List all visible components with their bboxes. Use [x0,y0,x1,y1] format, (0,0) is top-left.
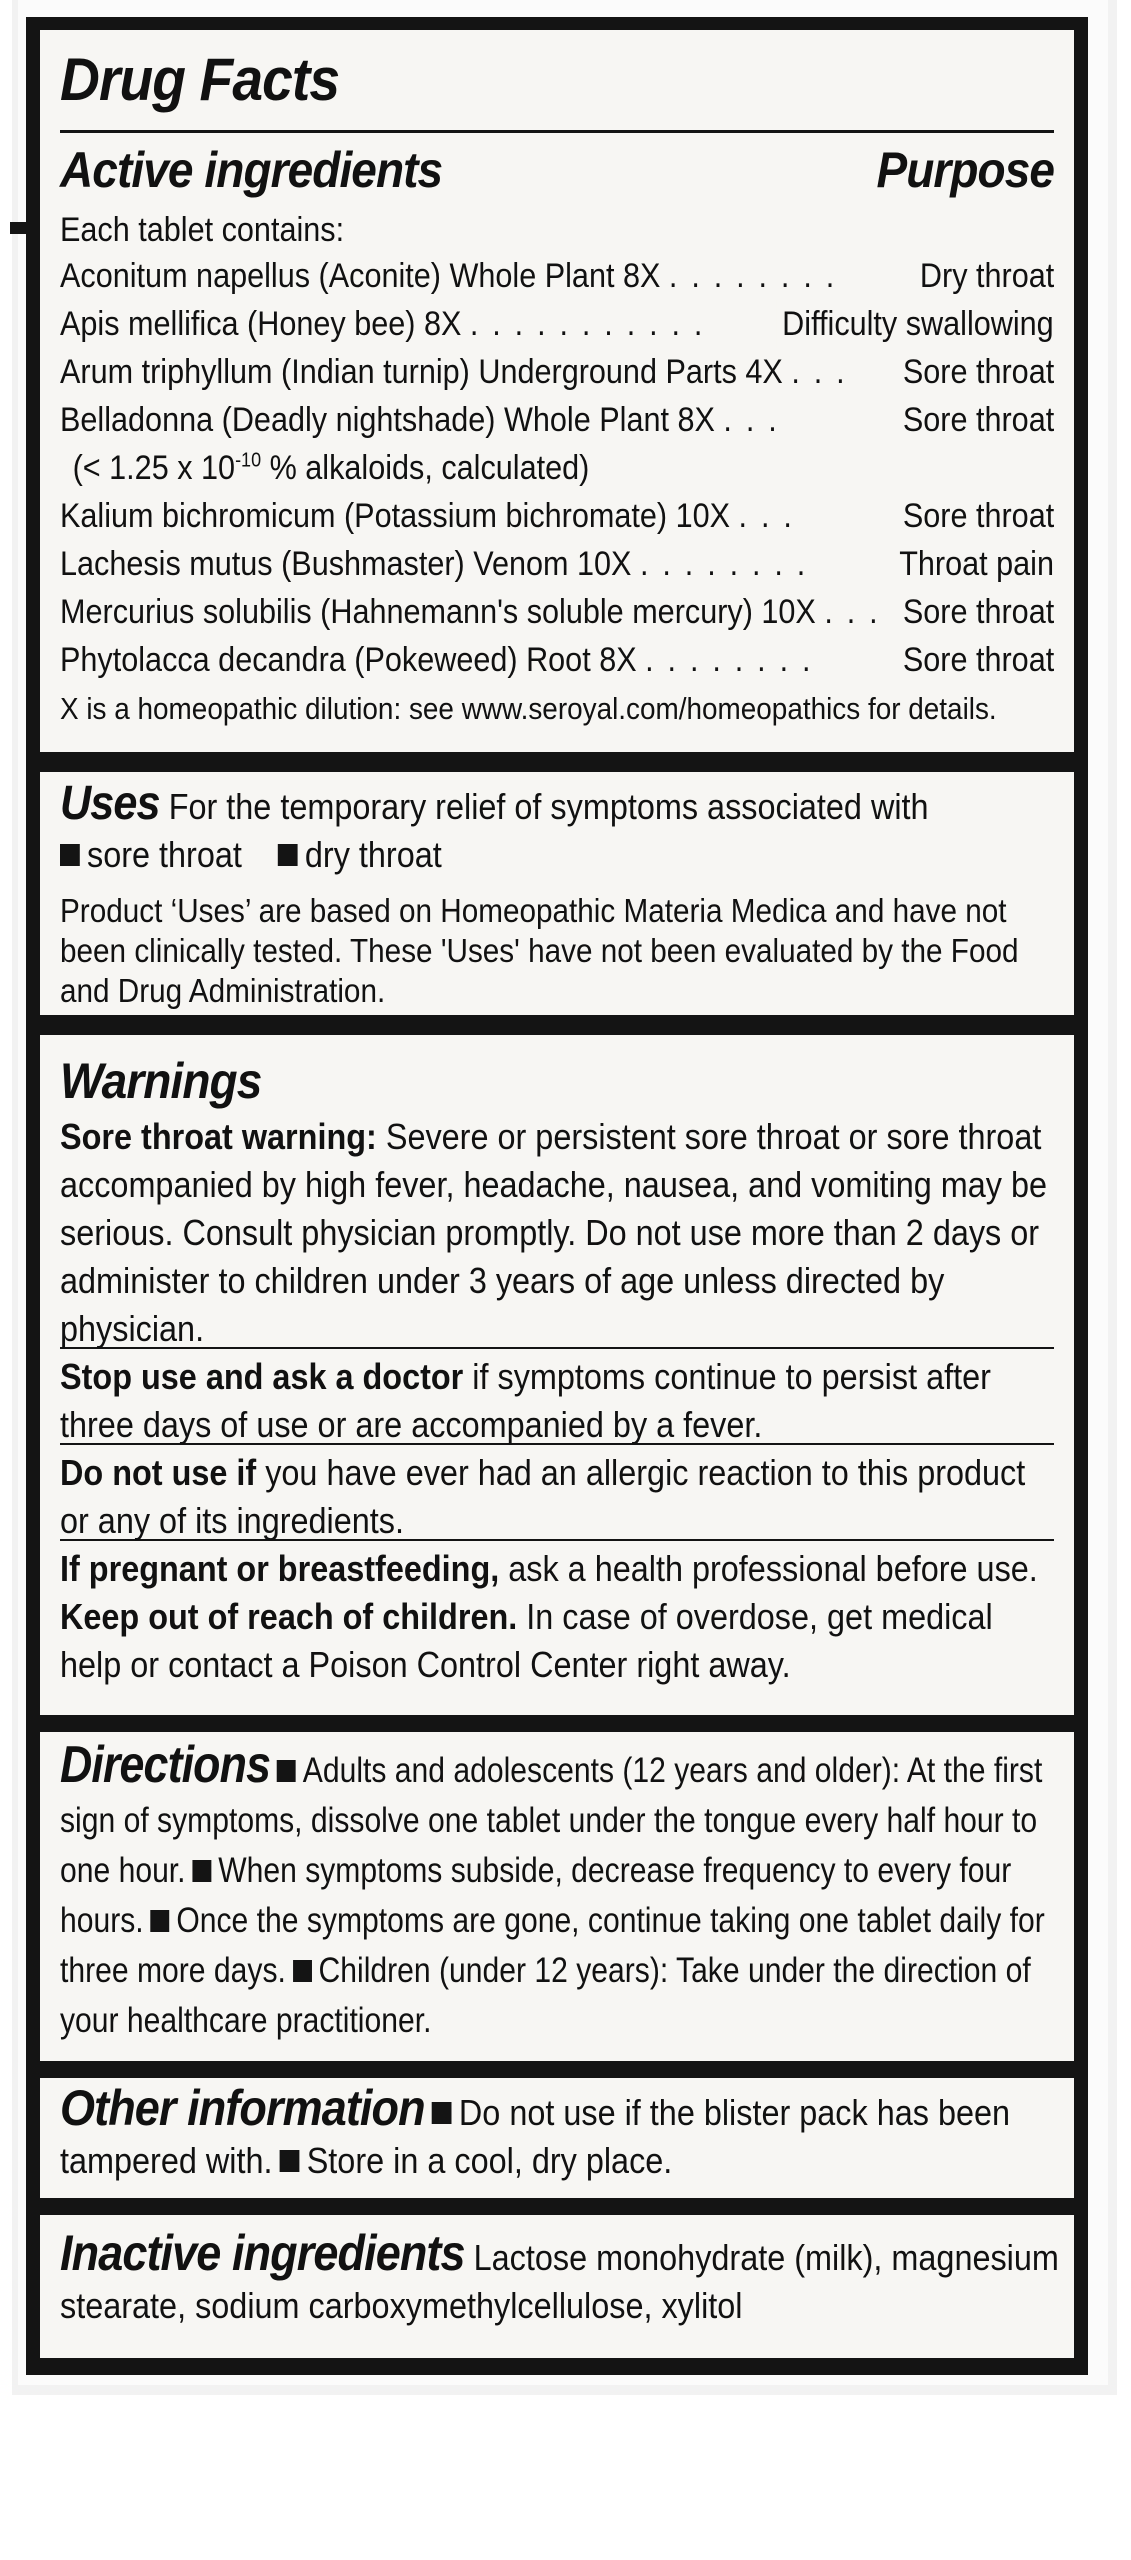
edge-mark [10,222,40,234]
directions-adults: Adults and adolescents (12 years and older): At the first sign of symptoms, dissolve one tablet under the tongue every half hour to one hour. [60,1751,1043,1890]
drug-facts-title-row [60,30,1054,130]
pregnancy-warning [60,1545,1059,1689]
each-tablet-line: Each tablet contains: [60,211,345,249]
ingredient-name [60,396,779,444]
ingredient-purpose: Sore throat [897,396,1054,444]
other-storage: Store in a cool, dry place. [306,2140,673,2181]
leader-dots: . . . . . . . . [639,545,809,583]
ingredient-label: Belladonna (Deadly nightshade) Whole Plant 8X [60,401,715,439]
ingredient-purpose: Sore throat [897,492,1054,540]
ingredient-label: Arum triphyllum (Indian turnip) Underground Parts 4X [60,353,783,391]
other-information-panel [40,2078,1074,2198]
ingredient-name [60,492,795,540]
alkaloid-note-pre: (< 1.25 x 10 [72,449,236,487]
uses-heading: Uses [60,777,160,830]
ingredient-row [60,492,1054,540]
active-ingredients-heading: Active ingredients [60,142,443,198]
other-information-heading: Other information [60,2080,425,2136]
directions-text [60,1736,1062,2046]
ingredient-row [60,588,1054,636]
alkaloid-note-text [60,444,589,492]
ingredient-label: Kalium bichromicum (Potassium bichromate) 10X [60,497,731,535]
pregnancy-text: ask a health professional before use. [499,1548,1038,1589]
alkaloid-note-exponent: -10 [235,449,262,472]
uses-panel [40,772,1074,1015]
uses-intro: For the temporary relief of symptoms associated with [168,786,929,827]
sore-throat-warning-text: Severe or persistent sore throat or sore throat accompanied by high fever, headache, nausea, and vomiting may be serious. Consult physician promptly. Do not use more than 2 days or administer to children under 3 years of age unless directed by physician. [60,1116,1048,1349]
ingredient-row [60,252,1054,300]
ingredient-label: Phytolacca decandra (Pokeweed) Root 8X [60,641,637,679]
warnings-panel [40,1035,1074,1715]
directions-continue: Once the symptoms are gone, continue taking one tablet daily for three more days. [60,1901,1045,1990]
stop-use-label: Stop use and ask a doctor [60,1356,464,1397]
uses-bullet-sore-throat: sore throat [87,834,242,875]
bullet-square-icon [432,2102,452,2124]
stop-use-text: if symptoms continue to persist after three days of use or are accompanied by a fever. [60,1356,991,1445]
other-information-text [60,2080,1059,2185]
pregnancy-label: If pregnant or breastfeeding, [60,1548,500,1589]
ingredient-purpose: Throat pain [894,540,1054,588]
ingredient-purpose: Dry throat [914,252,1054,300]
drug-facts-title: Drug Facts [60,46,340,113]
uses-bullet-dry-throat: dry throat [304,834,442,875]
purpose-heading: Purpose [876,142,1054,198]
ingredient-purpose: Sore throat [897,348,1054,396]
inactive-ingredients-panel [40,2215,1074,2358]
bullet-square-icon [151,1910,170,1932]
warnings-heading-row [60,1035,1054,1113]
ingredient-row [60,396,1054,444]
ingredient-name [60,540,808,588]
overdose-text: In case of overdose, get medical help or contact a Poison Control Center right away. [60,1596,993,1685]
ingredient-purpose: Sore throat [897,636,1054,684]
leader-dots: . . . [738,497,795,535]
inactive-ingredients-list: Lactose monohydrate (milk), magnesium stearate, sodium carboxymethylcellulose, xylitol [60,2237,1059,2326]
alkaloid-note-post: % alkaloids, calculated) [261,449,590,487]
dilution-note: X is a homeopathic dilution: see www.seroyal.com/homeopathics for details. [60,691,997,726]
alkaloid-note [60,444,1054,492]
warnings-heading: Warnings [60,1053,262,1109]
ingredient-name [60,636,813,684]
leader-dots: . . . [791,353,848,391]
directions-panel [40,1732,1074,2061]
ingredient-row [60,540,1054,588]
ingredient-row [60,300,1054,348]
ingredient-purpose: Sore throat [897,588,1054,636]
bullet-square-icon [277,1760,296,1782]
keep-out-of-reach-label: Keep out of reach of children. [60,1596,518,1637]
ingredient-label: Mercurius solubilis (Hahnemann's soluble mercury) 10X [60,593,816,631]
inactive-ingredients-heading: Inactive ingredients [60,2225,465,2281]
other-blister-pack: Do not use if the blister pack has been tampered with. [60,2092,1011,2181]
ingredient-label: Lachesis mutus (Bushmaster) Venom 10X [60,545,632,583]
stop-use-warning [60,1353,1059,1449]
ingredient-row [60,636,1054,684]
bullet-square-icon [60,844,80,866]
bullet-square-icon [293,1960,312,1982]
leader-dots: . . . . . . . . [668,257,837,295]
ingredient-name [60,588,880,636]
leader-dots: . . . . . . . . [645,641,814,679]
directions-children: Children (under 12 years): Take under the direction of your healthcare practitioner. [60,1951,1031,2040]
ingredient-label: Apis mellifica (Honey bee) 8X [60,305,462,343]
bullet-square-icon [192,1860,211,1882]
inactive-ingredients-text [60,2225,1059,2330]
directions-heading: Directions [60,1736,271,1794]
active-ingredients-panel [40,30,1074,752]
sore-throat-warning-label: Sore throat warning: [60,1116,377,1157]
uses-text [60,777,1059,879]
do-not-use-text: you have ever had an allergic reaction to this product or any of its ingredients. [60,1452,1026,1541]
bullet-square-icon [278,844,298,866]
ingredient-name [60,300,705,348]
ingredient-row [60,348,1054,396]
ingredient-name [60,252,837,300]
leader-dots: . . . . . . . . . . . [469,305,706,343]
leader-dots: . . . [824,593,881,631]
directions-subside: When symptoms subside, decrease frequency to every four hours. [60,1851,1012,1940]
ingredient-purpose: Difficulty swallowing [777,300,1054,348]
ingredient-label: Aconitum napellus (Aconite) Whole Plant 8X [60,257,661,295]
ingredient-list [60,252,1054,684]
do-not-use-label: Do not use if [60,1452,257,1493]
active-header-row [60,133,1054,208]
ingredient-name [60,348,847,396]
uses-disclaimer: Product ‘Uses’ are based on Homeopathic Materia Medica and have not been clinically tested. These 'Uses' have not been evaluated by the Food and Drug Administration. [60,892,1019,1009]
do-not-use-warning [60,1449,1059,1545]
bullet-square-icon [280,2150,300,2172]
sore-throat-warning [60,1113,1059,1353]
leader-dots: . . . [723,401,780,439]
